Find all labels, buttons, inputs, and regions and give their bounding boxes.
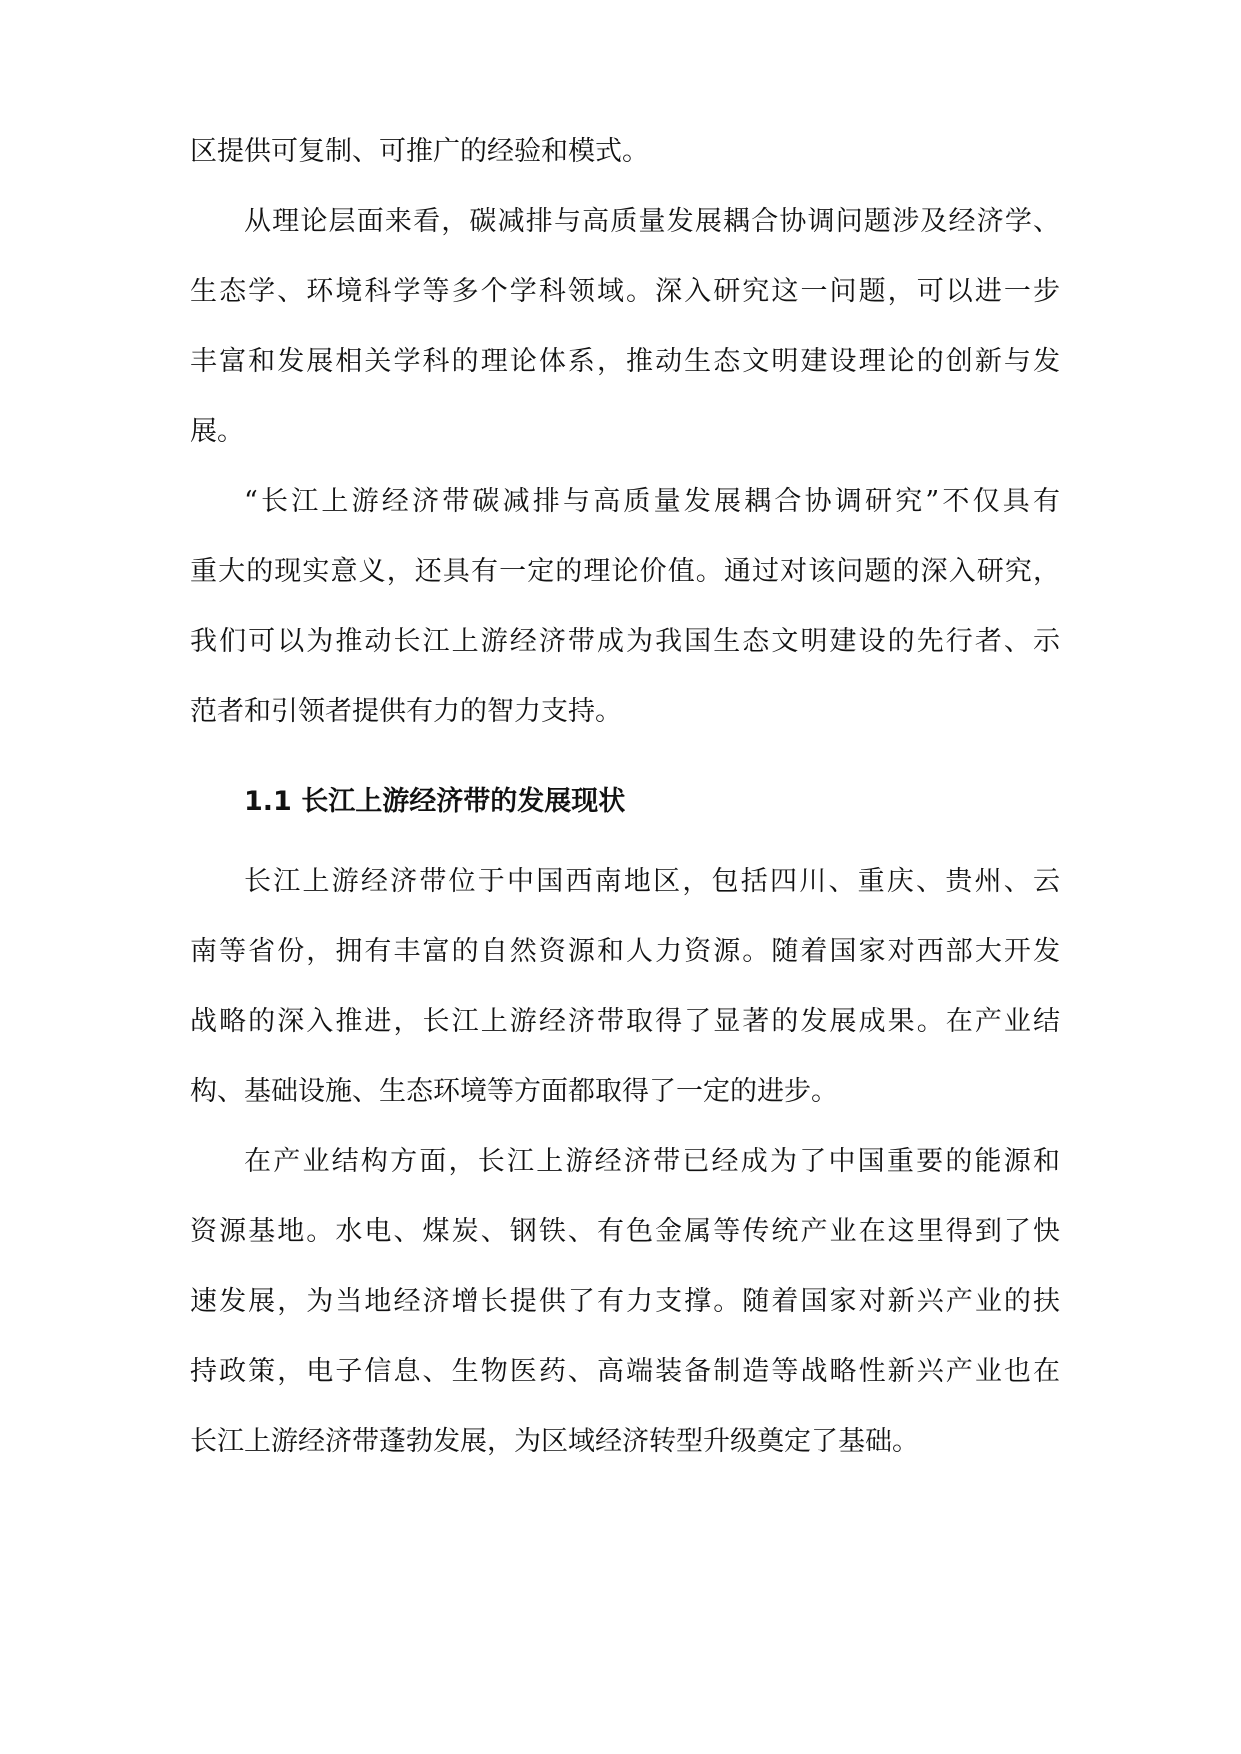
paragraph-2-line-4: 展。 [190,416,244,447]
paragraph-5-line-5: 长江上游经济带蓬勃发展，为区域经济转型升级奠定了基础。 [190,1426,919,1457]
paragraph-4-line-1: 长江上游经济带位于中国西南地区，包括四川、重庆、贵州、云 [244,866,1060,897]
paragraph-2-line-1: 从理论层面来看，碳减排与高质量发展耦合协调问题涉及经济学、 [244,206,1060,237]
paragraph-3-line-3: 我们可以为推动长江上游经济带成为我国生态文明建设的先行者、示 [190,626,1060,657]
paragraph-5-line-1: 在产业结构方面，长江上游经济带已经成为了中国重要的能源和 [244,1146,1060,1177]
section-heading: 1.1 长江上游经济带的发展现状 [244,786,626,817]
paragraph-3-line-2: 重大的现实意义，还具有一定的理论价值。通过对该问题的深入研究， [190,556,1060,587]
paragraph-5-line-4: 持政策，电子信息、生物医药、高端装备制造等战略性新兴产业也在 [190,1356,1060,1387]
paragraph-2-line-2: 生态学、环境科学等多个学科领域。深入研究这一问题，可以进一步 [190,276,1060,307]
paragraph-5-line-2: 资源基地。水电、煤炭、钢铁、有色金属等传统产业在这里得到了快 [190,1216,1060,1247]
paragraph-3-line-1: “长江上游经济带碳减排与高质量发展耦合协调研究”不仅具有 [244,486,1060,517]
paragraph-1-line-1: 区提供可复制、可推广的经验和模式。 [190,136,649,167]
paragraph-4-line-3: 战略的深入推进，长江上游经济带取得了显著的发展成果。在产业结 [190,1006,1060,1037]
paragraph-3-line-4: 范者和引领者提供有力的智力支持。 [190,696,622,727]
paragraph-4-line-2: 南等省份，拥有丰富的自然资源和人力资源。随着国家对西部大开发 [190,936,1060,967]
paragraph-5-line-3: 速发展，为当地经济增长提供了有力支撑。随着国家对新兴产业的扶 [190,1286,1060,1317]
paragraph-4-line-4: 构、基础设施、生态环境等方面都取得了一定的进步。 [190,1076,838,1107]
paragraph-2-line-3: 丰富和发展相关学科的理论体系，推动生态文明建设理论的创新与发 [190,346,1060,377]
